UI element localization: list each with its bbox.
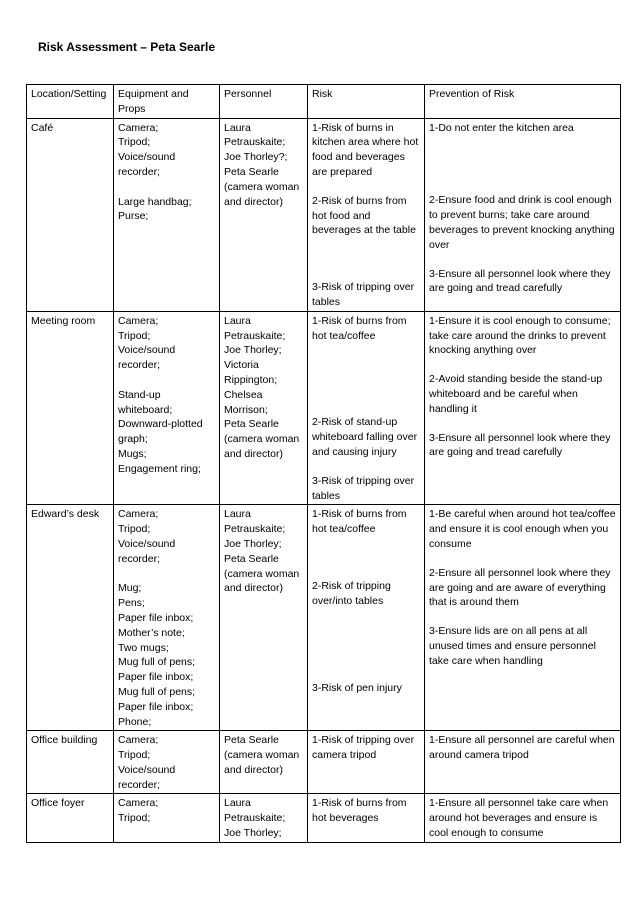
location-label: Edward’s desk <box>31 508 100 521</box>
equipment-item: Mug full of pens; <box>118 685 196 698</box>
equipment-item: Two mugs; <box>118 641 169 654</box>
risk-item: 1-Risk of tripping over camera tripod <box>312 734 415 762</box>
equipment-item: Tripod; <box>118 136 151 149</box>
equipment-item: Mother’s note; <box>118 626 185 639</box>
risk-item: 1-Risk of burns in kitchen area where hot food and beverages are prepared <box>312 121 419 178</box>
personnel-cell <box>220 794 308 842</box>
personnel-item: Joe Thorley; <box>224 537 282 550</box>
equipment-item: Purse; <box>118 210 149 223</box>
location-cell <box>27 505 114 731</box>
equipment-item: Mug; <box>118 582 142 595</box>
risk-cell <box>308 505 425 731</box>
equipment-item: Tripod; <box>118 523 151 536</box>
personnel-item: Joe Thorley; <box>224 827 282 840</box>
prevention-item: 3-Ensure lids are on all pens at all unused times and ensure personnel take care when handling <box>429 625 596 667</box>
equipment-cell <box>114 311 220 505</box>
personnel-item: Joe Thorley; <box>224 344 282 357</box>
personnel-item: Joe Thorley?; <box>224 151 288 164</box>
table-body <box>27 118 621 842</box>
risk-item: 2-Risk of burns from hot food and beverages at the table <box>312 194 416 237</box>
equipment-cell <box>114 505 220 731</box>
prevention-cell <box>425 731 621 794</box>
personnel-cell <box>220 311 308 505</box>
risk-assessment-table <box>26 84 621 843</box>
equipment-item: Downward-plotted graph; <box>118 418 203 446</box>
prevention-cell <box>425 311 621 505</box>
equipment-item: Engagement ring; <box>118 462 201 475</box>
header-risk: Risk <box>308 85 425 119</box>
prevention-item: 2-Ensure all personnel look where they are going and are aware of everything that is around them <box>429 566 611 609</box>
location-cell <box>27 731 114 794</box>
equipment-item: Camera; <box>118 121 159 134</box>
personnel-item: Peta Searle (camera woman and director) <box>224 734 300 776</box>
header-equipment: Equipment and Props <box>114 85 220 119</box>
table-row <box>27 311 621 505</box>
risk-item: 3-Risk of tripping over tables <box>312 281 415 308</box>
header-personnel: Personnel <box>220 85 308 119</box>
equipment-item: Camera; <box>118 508 159 521</box>
personnel-item: Peta Searle (camera woman and director) <box>224 418 300 460</box>
table-row <box>27 731 621 794</box>
equipment-item: Voice/sound recorder; <box>118 763 176 791</box>
personnel-cell <box>220 505 308 731</box>
equipment-item: Camera; <box>118 314 159 327</box>
equipment-item: Pens; <box>118 597 145 610</box>
prevention-cell <box>425 505 621 731</box>
location-label: Office foyer <box>31 797 85 810</box>
equipment-item: Voice/sound recorder; <box>118 151 176 178</box>
equipment-item: Camera; <box>118 797 159 810</box>
prevention-cell <box>425 794 621 842</box>
personnel-cell <box>220 118 308 311</box>
risk-item: 1-Risk of burns from hot beverages <box>312 797 407 825</box>
equipment-item: Stand-up whiteboard; <box>118 388 173 416</box>
equipment-item: Tripod; <box>118 749 151 762</box>
prevention-item: 2-Avoid standing beside the stand-up whiteboard and be careful when handling it <box>429 373 603 415</box>
equipment-item: Tripod; <box>118 812 151 825</box>
prevention-item: 1-Be careful when around hot tea/coffee and ensure it is cool enough when you consume <box>429 508 616 550</box>
location-label: Meeting room <box>31 314 96 327</box>
table-row <box>27 118 621 311</box>
risk-item: 1-Risk of burns from hot tea/coffee <box>312 314 407 342</box>
equipment-item: Phone; <box>118 715 152 728</box>
equipment-item: Paper file inbox; <box>118 611 194 624</box>
location-cell <box>27 311 114 505</box>
equipment-item <box>118 373 215 388</box>
header-prevention: Prevention of Risk <box>425 85 621 119</box>
prevention-item: 1-Ensure all personnel are careful when around camera tripod <box>429 734 615 762</box>
equipment-item <box>118 567 215 582</box>
location-cell <box>27 794 114 842</box>
equipment-cell <box>114 118 220 311</box>
risk-item: 3-Risk of tripping over tables <box>312 474 415 502</box>
equipment-item: Voice/sound recorder; <box>118 537 176 565</box>
risk-cell <box>308 731 425 794</box>
risk-item: 3-Risk of pen injury <box>312 681 402 694</box>
table-row <box>27 794 621 842</box>
equipment-item <box>118 180 215 195</box>
location-label: Café <box>31 121 54 134</box>
personnel-item: Laura Petrauskaite; <box>224 121 286 149</box>
equipment-cell <box>114 794 220 842</box>
personnel-item: Laura Petrauskaite; <box>224 314 286 342</box>
location-cell <box>27 118 114 311</box>
equipment-item: Mugs; <box>118 447 147 460</box>
risk-cell <box>308 794 425 842</box>
table-header-row <box>27 85 621 119</box>
personnel-cell <box>220 731 308 794</box>
personnel-item: Victoria Rippington; <box>224 359 278 386</box>
personnel-item: Chelsea Morrison; <box>224 388 268 416</box>
personnel-item: Laura Petrauskaite; <box>224 797 286 825</box>
prevention-item: 1-Do not enter the kitchen area <box>429 121 574 134</box>
prevention-item: 3-Ensure all personnel look where they are going and tread carefully <box>429 431 611 459</box>
prevention-cell <box>425 118 621 311</box>
prevention-item: 1-Ensure all personnel take care when around hot beverages and ensure is cool enough to consume <box>429 797 609 840</box>
equipment-item: Large handbag; <box>118 195 192 208</box>
prevention-item: 2-Ensure food and drink is cool enough to prevent burns; take care around beverages to prevent knocking anything over <box>429 194 615 251</box>
equipment-item: Voice/sound recorder; <box>118 344 176 372</box>
equipment-item: Paper file inbox; <box>118 700 194 713</box>
prevention-item: 3-Ensure all personnel look where they are going and tread carefully <box>429 267 611 295</box>
risk-item: 2-Risk of tripping over/into tables <box>312 579 391 607</box>
prevention-item: 1-Ensure it is cool enough to consume; take care around the drinks to prevent knocking anything over <box>429 314 611 357</box>
equipment-cell <box>114 731 220 794</box>
personnel-item: Peta Searle (camera woman and director) <box>224 165 300 208</box>
equipment-item: Tripod; <box>118 329 151 342</box>
header-location: Location/Setting <box>27 85 114 119</box>
risk-cell <box>308 311 425 505</box>
risk-cell <box>308 118 425 311</box>
equipment-item: Paper file inbox; <box>118 671 194 684</box>
risk-item: 1-Risk of burns from hot tea/coffee <box>312 508 407 536</box>
personnel-item: Peta Searle (camera woman and director) <box>224 552 300 595</box>
equipment-item: Mug full of pens; <box>118 656 196 669</box>
document-title: Risk Assessment – Peta Searle <box>38 40 215 54</box>
table-row <box>27 505 621 731</box>
personnel-item: Laura Petrauskaite; <box>224 508 286 536</box>
equipment-item: Camera; <box>118 734 159 747</box>
location-label: Office building <box>31 734 98 747</box>
risk-item: 2-Risk of stand-up whiteboard falling over and causing injury <box>312 416 418 458</box>
